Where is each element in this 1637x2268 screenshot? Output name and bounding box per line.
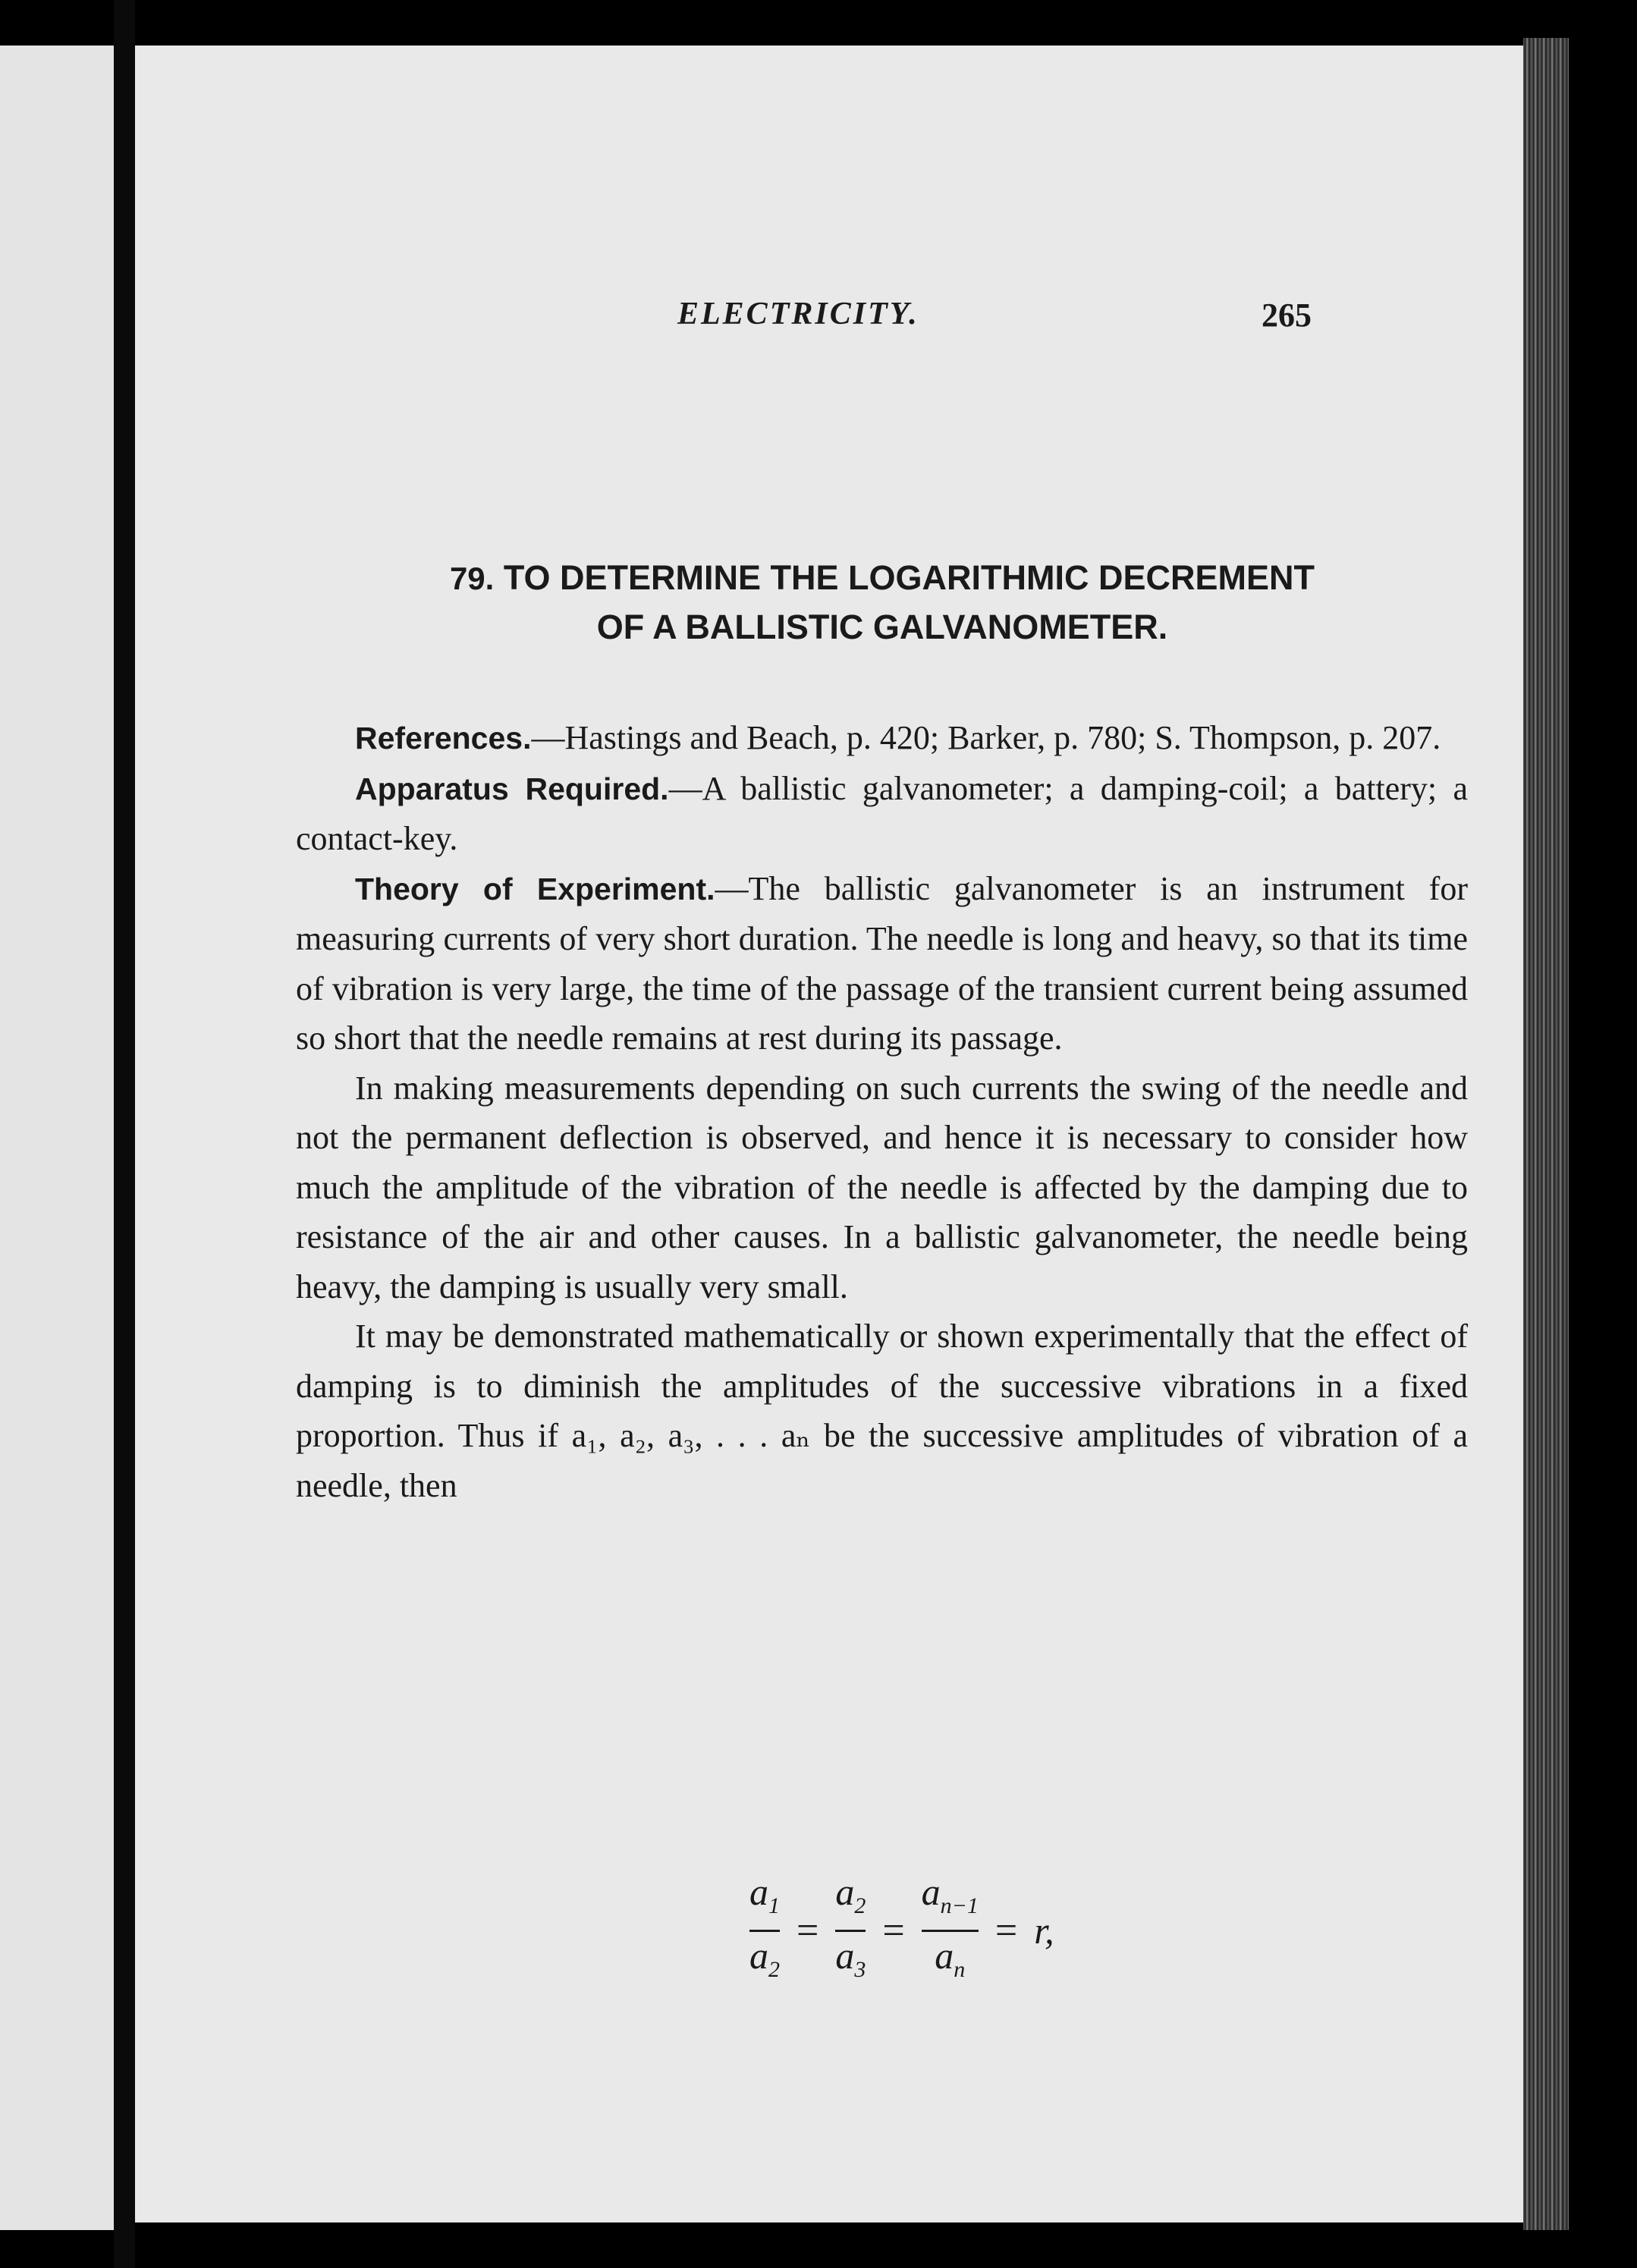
paragraph-text: —Hastings and Beach, p. 420; Barker, p. 780; S. Thompson, p. 207. bbox=[531, 719, 1441, 756]
paragraph-references bbox=[296, 713, 1468, 764]
numerator-subscript: n−1 bbox=[940, 1893, 979, 1918]
paragraph-lead: Apparatus Required. bbox=[355, 771, 669, 806]
denominator-subscript: 3 bbox=[854, 1956, 866, 1982]
numerator-subscript: 2 bbox=[854, 1893, 866, 1918]
ratio-equation bbox=[749, 1870, 1054, 1982]
ratio-result: r, bbox=[1034, 1909, 1054, 1952]
denominator-subscript: 2 bbox=[768, 1956, 780, 1982]
numerator-subscript: 1 bbox=[768, 1893, 780, 1918]
denominator-subscript: n bbox=[954, 1956, 966, 1982]
paragraph-apparatus bbox=[296, 764, 1468, 864]
fraction-2 bbox=[835, 1871, 866, 1990]
paragraph-lead: References. bbox=[355, 721, 532, 755]
equals-sign: = bbox=[994, 1908, 1018, 1952]
section-title-line-1 bbox=[291, 554, 1474, 603]
book-page bbox=[135, 46, 1523, 2222]
denominator: a bbox=[935, 1933, 954, 1977]
paragraph-lead: Theory of Experiment. bbox=[355, 871, 715, 906]
fraction-bar bbox=[749, 1930, 780, 1932]
numerator: a bbox=[835, 1870, 855, 1913]
paragraph-damping bbox=[296, 1311, 1468, 1510]
page-number: 265 bbox=[1262, 297, 1312, 334]
fraction-3 bbox=[922, 1871, 979, 1990]
paragraph-text: —A ballistic galvanometer; a damping-coil; a battery; a contact-key. bbox=[296, 769, 1468, 857]
denominator: a bbox=[835, 1933, 855, 1977]
denominator: a bbox=[749, 1933, 768, 1977]
paragraph-text: It may be demonstrated mathematically or shown experimentally that the effect of damping is to diminish the amplitudes of the successive vibrations in a fixed proportion. Thus if a₁, a₂, a₃, . . . aₙ be the successive amplitudes of vibration of a needle, then bbox=[296, 1318, 1468, 1504]
numerator: a bbox=[749, 1870, 768, 1913]
paragraph-measurements bbox=[296, 1063, 1468, 1312]
left-page-edge bbox=[0, 46, 114, 2230]
fraction-bar bbox=[922, 1930, 979, 1932]
paragraph-text: —The ballistic galvanometer is an instrument for measuring currents of very short duration. The needle is long and heavy, so that its time of vibration is very large, the time of the passage of the transient current being assumed so short that the needle remains at rest during its passage. bbox=[296, 869, 1468, 1057]
fraction-bar bbox=[835, 1930, 866, 1932]
section-title-line-2: OF A BALLISTIC GALVANOMETER. bbox=[596, 608, 1168, 646]
section-title bbox=[291, 554, 1474, 652]
page-header bbox=[135, 296, 1523, 341]
fraction-1 bbox=[749, 1871, 780, 1990]
page-stack-edge bbox=[1523, 38, 1569, 2230]
section-number: 79. bbox=[449, 561, 495, 596]
numerator: a bbox=[921, 1870, 941, 1913]
paragraph-text: In making measurements depending on such currents the swing of the needle and not the permanent deflection is observed, and hence it is necessary to consider how much the amplitude of the vibration of the needle is affected by the damping due to resistance of the air and other causes. In a ballistic galvanometer, the needle being heavy, the damping is usually very small. bbox=[296, 1069, 1468, 1305]
book-gutter bbox=[114, 0, 135, 2268]
body-text bbox=[296, 713, 1468, 1510]
paragraph-theory bbox=[296, 864, 1468, 1063]
equals-sign: = bbox=[882, 1908, 905, 1952]
section-title-text-1: TO DETERMINE THE LOGARITHMIC DECREMENT bbox=[503, 558, 1315, 597]
equals-sign: = bbox=[797, 1908, 819, 1952]
running-head: ELECTRICITY. bbox=[677, 297, 919, 331]
